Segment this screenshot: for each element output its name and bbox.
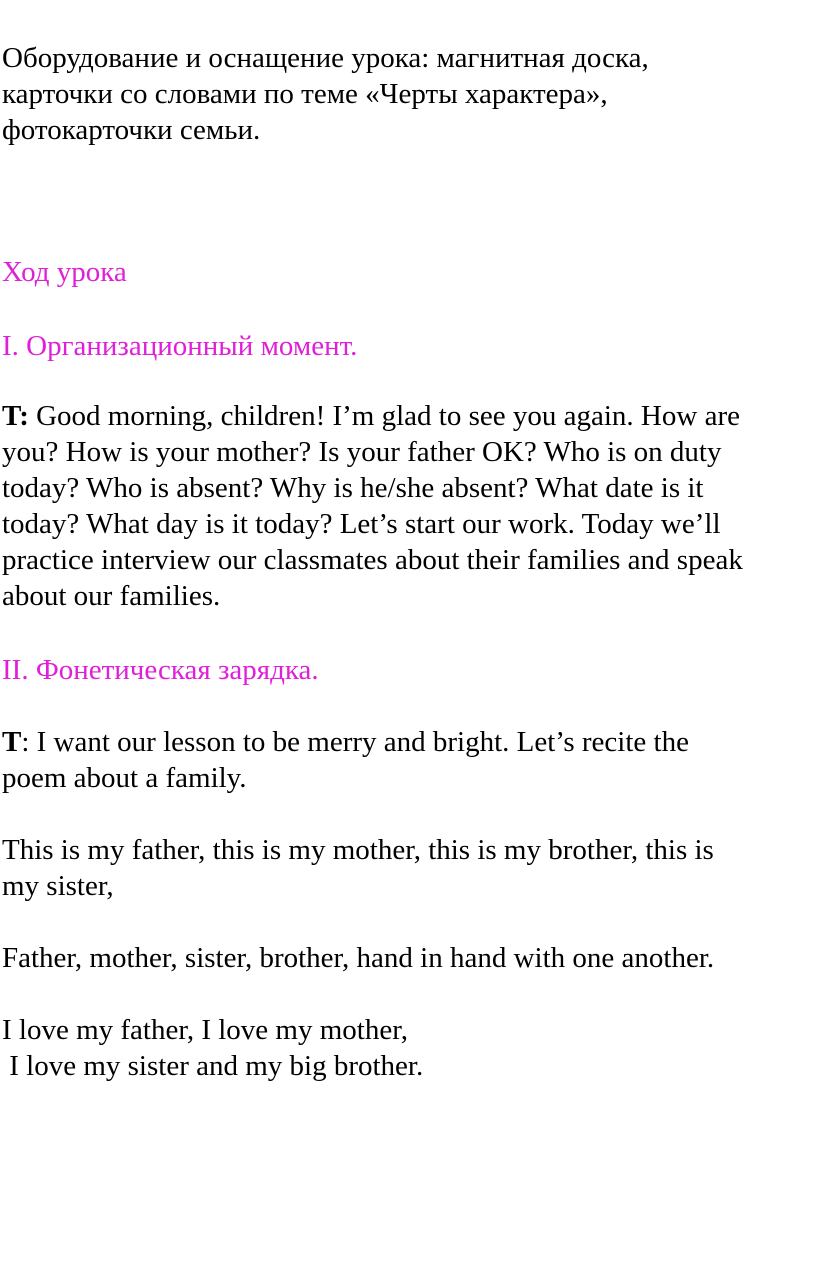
speaker-label: T (2, 726, 22, 758)
section-1-line-5: practice interview our classmates about their families and speak (2, 544, 743, 576)
poem-line-4: I love my father, I love my mother, (2, 1014, 408, 1046)
section-1-line-2: you? How is your mother? Is your father OK? Who is on duty (2, 436, 722, 468)
section-1-line-4: today? What day is it today? Let’s start our work. Today we’ll (2, 508, 721, 540)
lesson-heading: Ход урока (2, 256, 127, 288)
section-2-title: II. Фонетическая зарядка. (2, 654, 319, 686)
section-1-line-6: about our families. (2, 580, 221, 612)
section-1-title: I. Организационный момент. (2, 330, 358, 362)
section-1-text: Good morning, children! I’m glad to see you again. How are (28, 400, 740, 432)
poem-line-3: Father, mother, sister, brother, hand in hand with one another. (2, 942, 715, 974)
speaker-label: T: (2, 400, 29, 432)
poem-line-1: This is my father, this is my mother, this is my brother, this is (2, 834, 714, 866)
poem-line-5: I love my sister and my big brother. (2, 1050, 424, 1082)
section-1-line-1 (2, 398, 814, 434)
equipment-line-1: Оборудование и оснащение урока: магнитная доска, (2, 42, 649, 74)
poem-line-2: my sister, (2, 870, 114, 902)
section-1-line-3: today? Who is absent? Why is he/she absent? What date is it (2, 472, 704, 504)
section-2-line-1 (2, 724, 814, 760)
equipment-line-2: карточки со словами по теме «Черты характера», (2, 78, 608, 110)
equipment-line-3: фотокарточки семьи. (2, 114, 261, 146)
section-2-text: : I want our lesson to be merry and bright. Let’s recite the (21, 726, 689, 758)
section-2-line-2: poem about a family. (2, 762, 247, 794)
